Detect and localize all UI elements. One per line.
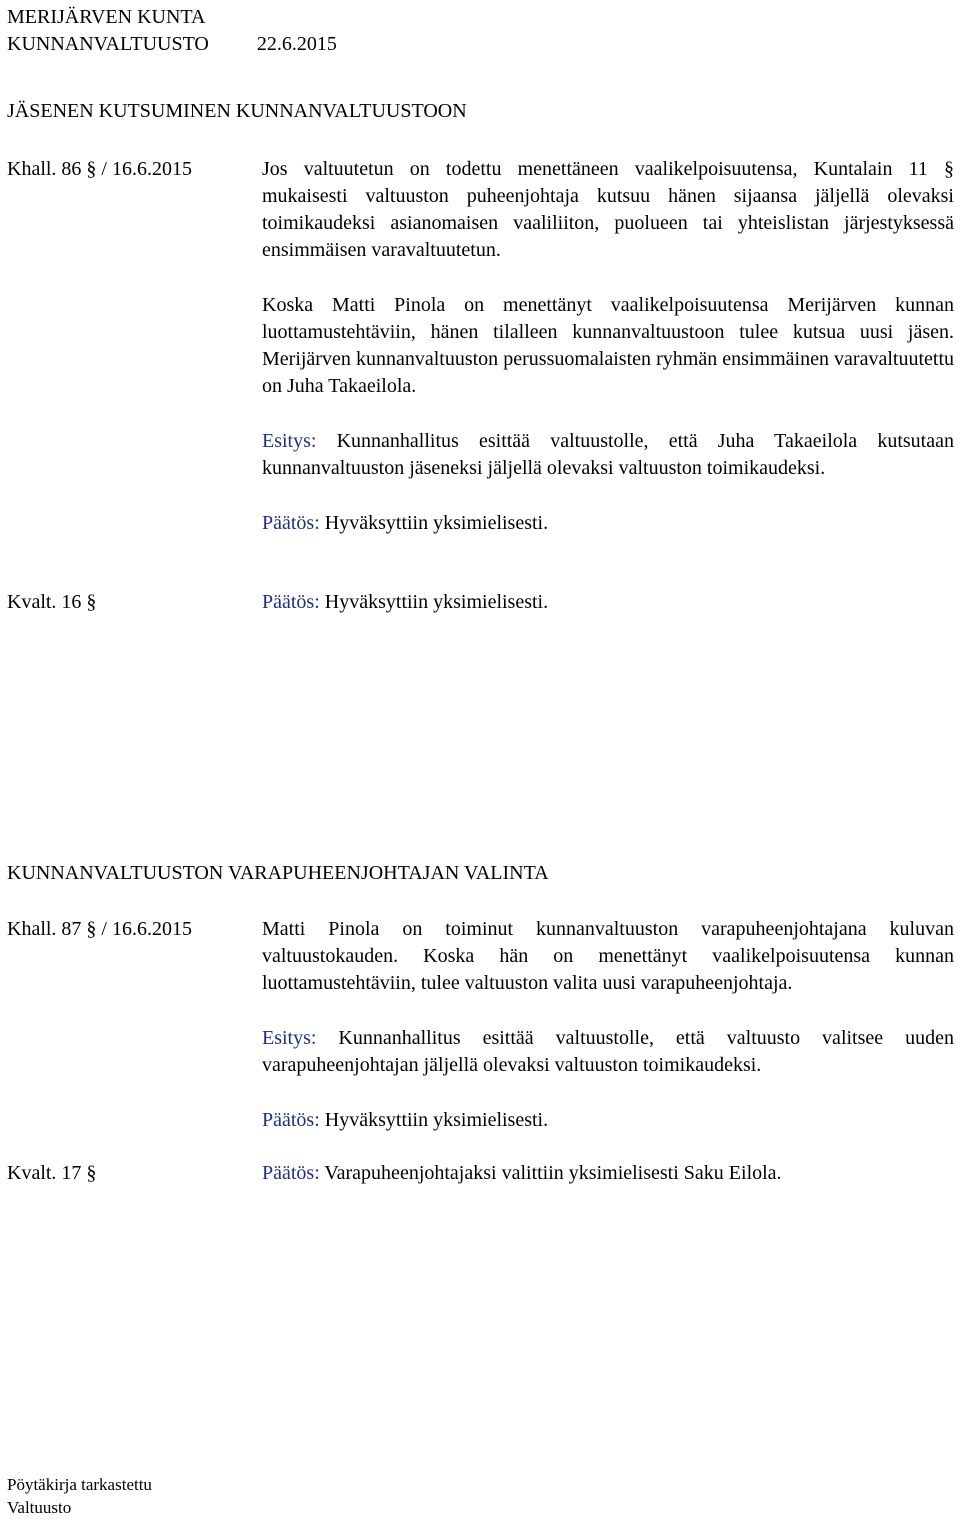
meeting-date: 22.6.2015 — [256, 33, 337, 55]
proposal-text: Kunnanhallitus esittää valtuustolle, että valtuusto valitsee uuden varapuheenjohtajan jäljellä olevaksi valtuuston toimikaudeksi. — [262, 1027, 954, 1076]
kvalt-decision — [262, 589, 954, 616]
page-footer — [7, 1473, 152, 1519]
section-title: JÄSENEN KUTSUMINEN KUNNANVALTUUSTOON — [7, 100, 467, 122]
section-body — [262, 916, 954, 1134]
proposal-label: Esitys: — [262, 430, 317, 452]
paragraph: Jos valtuutetun on todettu menettäneen vaalikelpoisuutensa, Kuntalain 11 § mukaisesti valtuuston puheenjohtaja kutsuu hänen sijaansa jäljellä olevaksi toimikaudeksi asianomaisen vaaliliiton, puolueen tai yhteislistan järjestyksessä ensimmäisen varavaltuutetun. — [262, 158, 954, 261]
proposal-label: Esitys: — [262, 1027, 317, 1049]
decision-text: Hyväksyttiin yksimielisesti. — [319, 1109, 549, 1131]
section-title: KUNNANVALTUUSTON VARAPUHEENJOHTAJAN VALINTA — [7, 862, 549, 884]
kvalt-reference: Kvalt. 16 § — [7, 591, 97, 613]
proposal-paragraph — [262, 1025, 954, 1079]
footer-checked-label: Pöytäkirja tarkastettu — [7, 1475, 152, 1494]
proposal-paragraph — [262, 428, 954, 482]
kvalt-decision-text: Hyväksyttiin yksimielisesti. — [319, 591, 549, 613]
kvalt-decision-label: Päätös: — [262, 1162, 320, 1184]
kvalt-decision-label: Päätös: — [262, 591, 320, 613]
proposal-text: Kunnanhallitus esittää valtuustolle, että Juha Takaeilola kutsutaan kunnanvaltuuston jäseneksi jäljellä olevaksi valtuuston toimikaudeksi. — [262, 430, 954, 479]
decision-label: Päätös: — [262, 1109, 320, 1131]
decision-paragraph — [262, 1107, 954, 1134]
decision-label: Päätös: — [262, 512, 320, 534]
municipality-name: MERIJÄRVEN KUNTA — [7, 6, 206, 28]
khall-reference: Khall. 86 § / 16.6.2015 — [7, 158, 192, 180]
document-header — [7, 4, 337, 58]
decision-text: Hyväksyttiin yksimielisesti. — [319, 512, 549, 534]
paragraph: Matti Pinola on toiminut kunnanvaltuuston varapuheenjohtajana kuluvan valtuustokauden. Koska hän on menettänyt vaalikelpoisuutensa kunnan luottamustehtäviin, tulee valtuuston valita uusi varapuheenjohtaja. — [262, 918, 954, 994]
kvalt-decision-text: Varapuheenjohtajaksi valittiin yksimielisesti Saku Eilola. — [319, 1162, 782, 1184]
header-body-date-line — [7, 31, 337, 58]
kvalt-decision — [262, 1160, 954, 1187]
section-body — [262, 156, 954, 537]
council-name: KUNNANVALTUUSTO — [7, 33, 209, 55]
decision-paragraph — [262, 510, 954, 537]
khall-reference: Khall. 87 § / 16.6.2015 — [7, 918, 192, 940]
kvalt-reference: Kvalt. 17 § — [7, 1162, 97, 1184]
paragraph: Koska Matti Pinola on menettänyt vaalikelpoisuutensa Merijärven kunnan luottamustehtäviin, hänen tilalleen kunnanvaltuustoon tulee kutsua uusi jäsen. Merijärven kunnanvaltuuston perussuomalaisten ryhmän ensimmäinen varavaltuutettu on Juha Takaeilola. — [262, 294, 954, 397]
footer-council-label: Valtuusto — [7, 1498, 72, 1517]
